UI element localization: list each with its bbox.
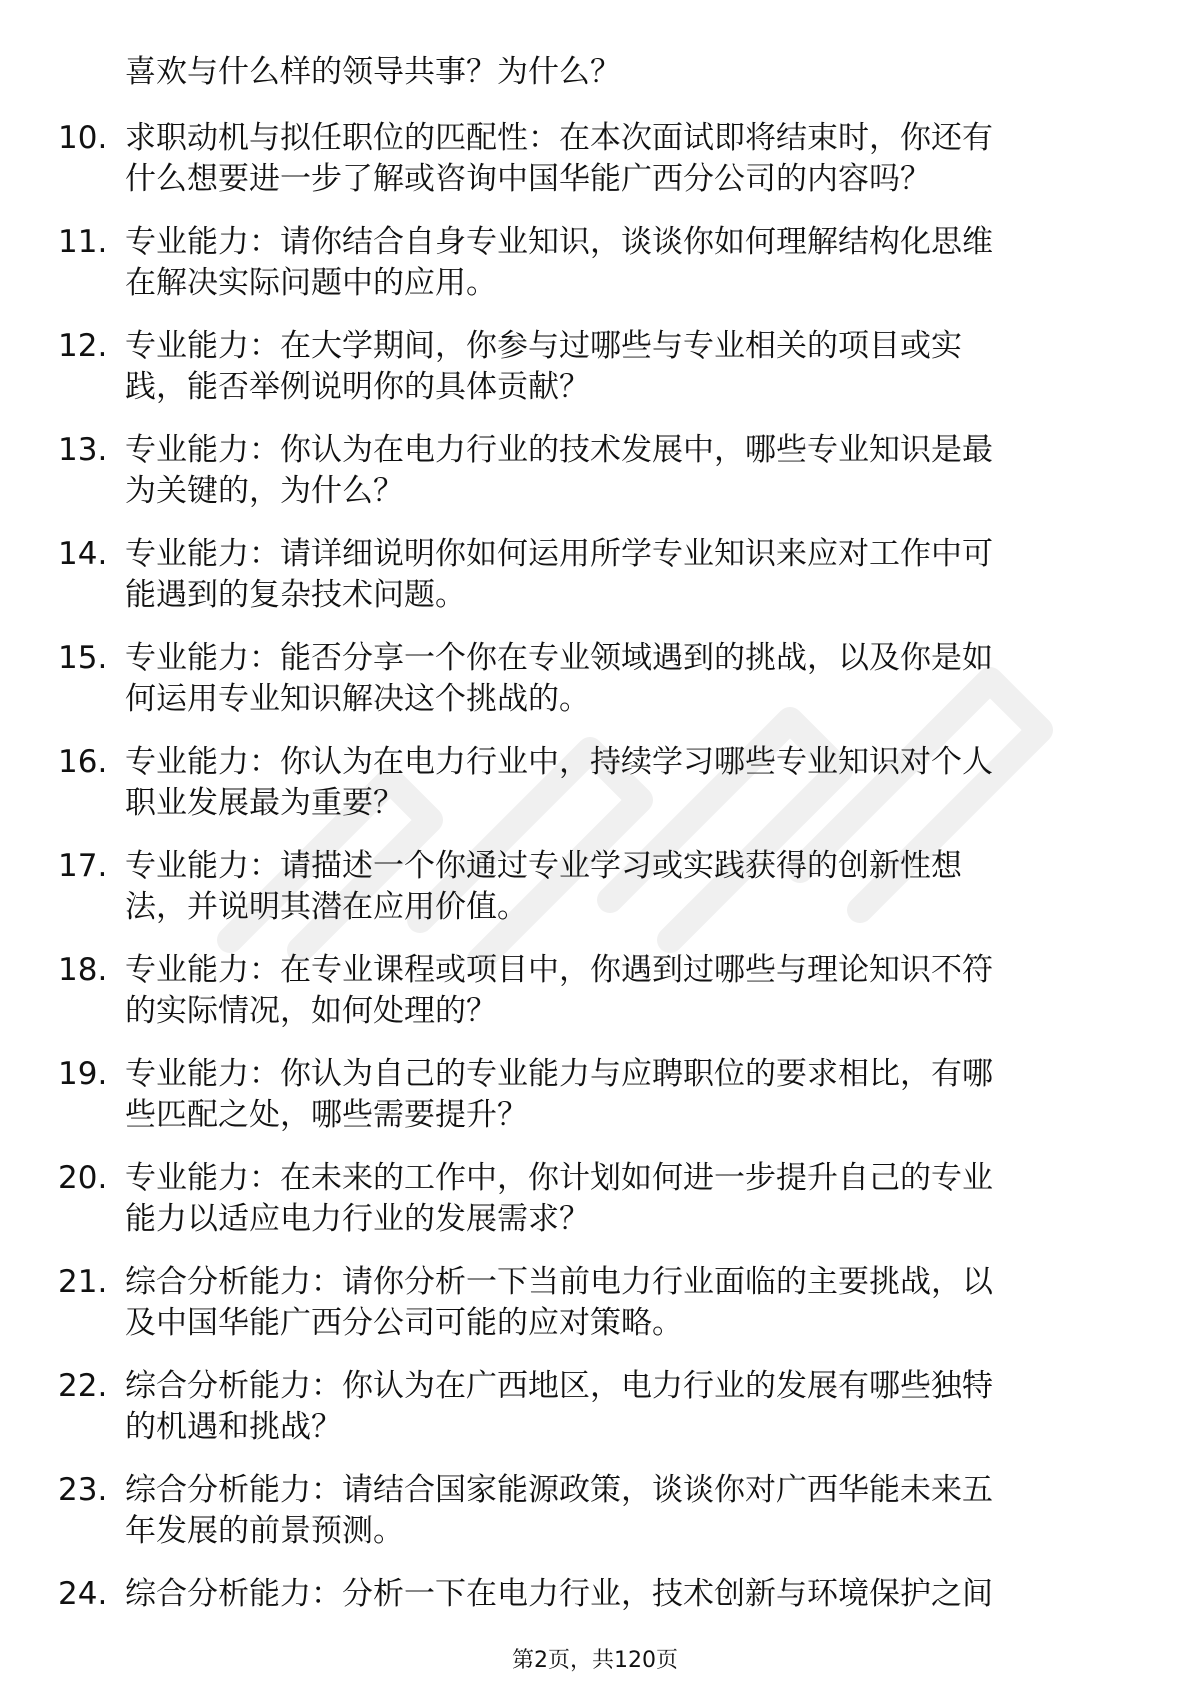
question-number: 10.	[58, 120, 108, 156]
question-number: 16.	[58, 744, 108, 780]
question-item	[0, 534, 1190, 638]
question-text	[125, 1054, 1125, 1136]
question-number: 23.	[58, 1472, 108, 1508]
question-line: 专业能力：你认为在电力行业中，持续学习哪些专业知识对个人	[125, 744, 993, 780]
question-text	[125, 326, 1125, 408]
question-line: 综合分析能力：请你分析一下当前电力行业面临的主要挑战，以	[125, 1264, 993, 1300]
continued-question-text: 喜欢与什么样的领导共事？为什么？	[125, 54, 621, 90]
question-number: 20.	[58, 1160, 108, 1196]
question-text	[125, 118, 1125, 200]
question-line: 专业能力：你认为自己的专业能力与应聘职位的要求相比，有哪	[125, 1056, 993, 1092]
question-text	[125, 846, 1125, 928]
question-line: 些匹配之处，哪些需要提升？	[125, 1097, 528, 1133]
question-number: 18.	[58, 952, 108, 988]
question-line: 践，能否举例说明你的具体贡献？	[125, 369, 590, 405]
question-number: 17.	[58, 848, 108, 884]
question-number: 24.	[58, 1576, 108, 1612]
question-item	[0, 118, 1190, 222]
question-item	[0, 326, 1190, 430]
question-item	[0, 742, 1190, 846]
question-item	[0, 1054, 1190, 1158]
question-line: 专业能力：请详细说明你如何运用所学专业知识来应对工作中可	[125, 536, 993, 572]
question-text	[125, 742, 1125, 824]
question-line: 综合分析能力：你认为在广西地区，电力行业的发展有哪些独特	[125, 1368, 993, 1404]
question-item	[0, 950, 1190, 1054]
question-line: 求职动机与拟任职位的匹配性：在本次面试即将结束时，你还有	[125, 120, 993, 156]
question-number: 15.	[58, 640, 108, 676]
question-line: 专业能力：在专业课程或项目中，你遇到过哪些与理论知识不符	[125, 952, 993, 988]
question-text	[125, 534, 1125, 616]
question-number: 13.	[58, 432, 108, 468]
question-item	[0, 430, 1190, 534]
question-number: 22.	[58, 1368, 108, 1404]
question-text	[125, 1470, 1125, 1552]
question-line: 什么想要进一步了解或咨询中国华能广西分公司的内容吗？	[125, 161, 931, 197]
question-text	[125, 222, 1125, 304]
question-line: 综合分析能力：请结合国家能源政策，谈谈你对广西华能未来五	[125, 1472, 993, 1508]
question-list	[0, 118, 1190, 1678]
question-line: 综合分析能力：分析一下在电力行业，技术创新与环境保护之间	[125, 1576, 993, 1612]
question-text	[125, 950, 1125, 1032]
question-number: 21.	[58, 1264, 108, 1300]
question-line: 在解决实际问题中的应用。	[125, 265, 497, 301]
question-item	[0, 1262, 1190, 1366]
question-number: 19.	[58, 1056, 108, 1092]
question-text	[125, 638, 1125, 720]
question-line: 专业能力：请描述一个你通过专业学习或实践获得的创新性想	[125, 848, 962, 884]
question-line: 的实际情况，如何处理的？	[125, 993, 497, 1029]
question-text	[125, 1158, 1125, 1240]
question-line: 专业能力：你认为在电力行业的技术发展中，哪些专业知识是最	[125, 432, 993, 468]
question-text	[125, 1574, 1125, 1615]
question-item	[0, 222, 1190, 326]
question-line: 专业能力：在大学期间，你参与过哪些与专业相关的项目或实	[125, 328, 962, 364]
question-line: 法，并说明其潜在应用价值。	[125, 889, 528, 925]
question-line: 专业能力：能否分享一个你在专业领域遇到的挑战，以及你是如	[125, 640, 993, 676]
question-item	[0, 1470, 1190, 1574]
question-item	[0, 1366, 1190, 1470]
question-line: 的机遇和挑战？	[125, 1409, 342, 1445]
question-text	[125, 1366, 1125, 1448]
question-number: 12.	[58, 328, 108, 364]
question-line: 专业能力：请你结合自身专业知识，谈谈你如何理解结构化思维	[125, 224, 993, 260]
page-footer: 第2页，共120页	[512, 1648, 678, 1673]
question-item	[0, 1158, 1190, 1262]
question-line: 为关键的，为什么？	[125, 473, 404, 509]
question-line: 职业发展最为重要？	[125, 785, 404, 821]
question-line: 专业能力：在未来的工作中，你计划如何进一步提升自己的专业	[125, 1160, 993, 1196]
question-item	[0, 846, 1190, 950]
question-line: 何运用专业知识解决这个挑战的。	[125, 681, 590, 717]
question-line: 能遇到的复杂技术问题。	[125, 577, 466, 613]
question-line: 年发展的前景预测。	[125, 1513, 404, 1549]
question-item	[0, 638, 1190, 742]
question-line: 能力以适应电力行业的发展需求？	[125, 1201, 590, 1237]
question-line: 及中国华能广西分公司可能的应对策略。	[125, 1305, 683, 1341]
question-text	[125, 1262, 1125, 1344]
question-number: 11.	[58, 224, 108, 260]
question-number: 14.	[58, 536, 108, 572]
question-text	[125, 430, 1125, 512]
